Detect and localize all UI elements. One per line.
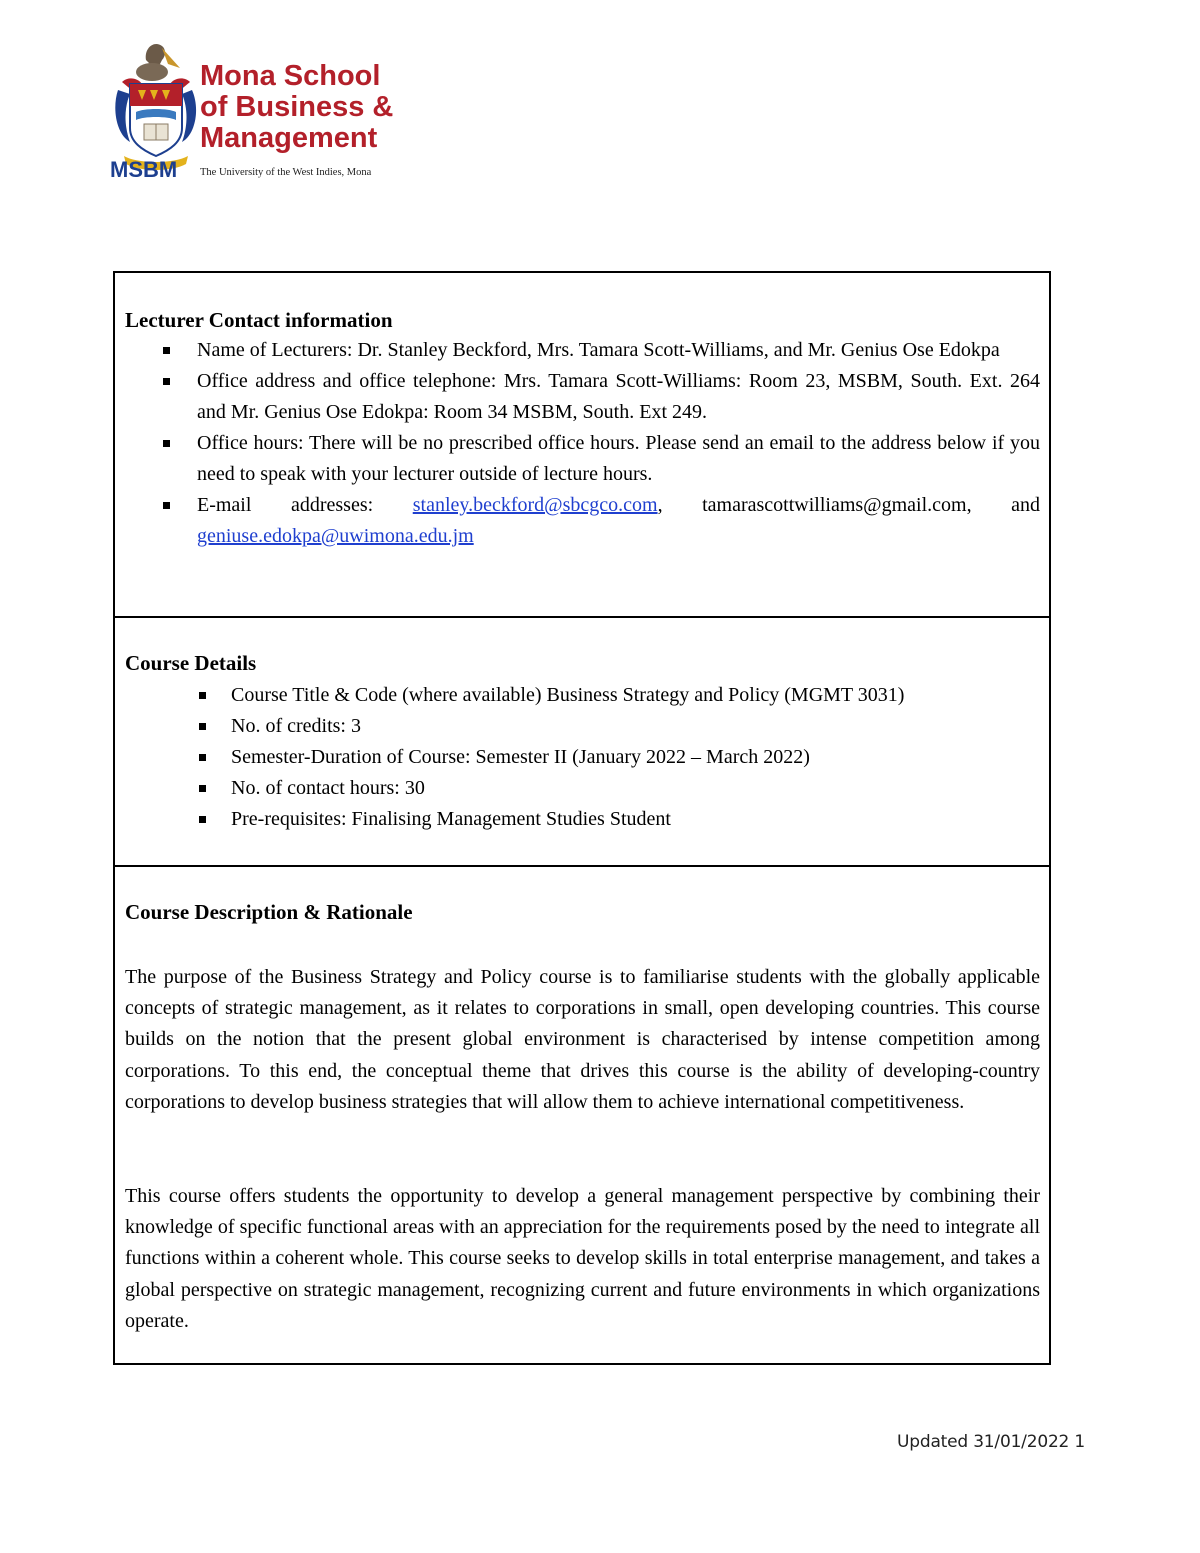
university-crest-icon <box>115 44 196 170</box>
bullet-icon <box>199 723 206 730</box>
list-item: Semester-Duration of Course: Semester II (January 2022 – March 2022) <box>231 742 1040 773</box>
logo-line-2: of Business & <box>200 91 394 123</box>
list-item: E-mail addresses: stanley.beckford@sbcgco.com, tamarascottwilliams@gmail.com, and geniuse.edokpa@uwimona.edu.jm <box>197 490 1040 552</box>
list-item: Office address and office telephone: Mrs. Tamara Scott-Williams: Room 23, MSBM, South. Ext. 264 and Mr. Genius Ose Edokpa: Room 34 MSBM, South. Ext 249. <box>197 366 1040 428</box>
lecturer-contact-list <box>197 335 1040 552</box>
bullet-icon <box>163 502 170 509</box>
logo-line-3: Management <box>200 122 378 154</box>
syllabus-table <box>113 271 1051 1365</box>
list-item: Name of Lecturers: Dr. Stanley Beckford, Mrs. Tamara Scott-Williams, and Mr. Genius Ose Edokpa <box>197 335 1040 366</box>
logo-abbrev: MSBM <box>110 157 178 182</box>
msbm-logo <box>108 38 394 182</box>
page-footer: Updated 31/01/2022 1 <box>897 1432 1085 1452</box>
course-description-heading: Course Description & Rationale <box>125 900 413 924</box>
list-item: Pre-requisites: Finalising Management Studies Student <box>231 804 1040 835</box>
bullet-icon <box>199 816 206 823</box>
bullet-icon <box>163 440 170 447</box>
bullet-icon <box>199 692 206 699</box>
bullet-icon <box>163 347 170 354</box>
email-link-edokpa[interactable]: geniuse.edokpa@uwimona.edu.jm <box>197 525 474 547</box>
list-item: No. of credits: 3 <box>231 711 1040 742</box>
list-item: No. of contact hours: 30 <box>231 773 1040 804</box>
bullet-icon <box>199 754 206 761</box>
course-details-heading: Course Details <box>125 651 257 675</box>
course-details-list <box>231 680 1040 835</box>
list-item: Course Title & Code (where available) Business Strategy and Policy (MGMT 3031) <box>231 680 1040 711</box>
email-link-beckford[interactable]: stanley.beckford@sbcgco.com <box>412 494 658 516</box>
bullet-icon <box>199 785 206 792</box>
bullet-icon <box>163 378 170 385</box>
lecturer-contact-heading: Lecturer Contact information <box>125 308 393 332</box>
description-paragraph-2: This course offers students the opportunity to develop a general management perspective by combining their knowledge of specific functional areas with an appreciation for the requirements posed by the need to integrate all functions within a coherent whole. This course seeks to develop skills in total enterprise management, and takes a global perspective on strategic management, recognizing current and future environments in which organizations operate. <box>125 1185 1040 1332</box>
course-details-section <box>115 618 1049 867</box>
logo-university: The University of the West Indies, Mona <box>200 167 372 178</box>
list-item: Office hours: There will be no prescribed office hours. Please send an email to the address below if you need to speak with your lecturer outside of lecture hours. <box>197 428 1040 490</box>
description-paragraph-1: The purpose of the Business Strategy and Policy course is to familiarise students with the globally applicable concepts of strategic management, as it relates to corporations in small, open developing countries. This course builds on the notion that the present global environment is characterised by intense competition among corporations. To this end, the conceptual theme that drives this course is the ability of developing-country corporations to develop business strategies that will allow them to achieve international competitiveness. <box>125 966 1040 1113</box>
course-description-section <box>115 867 1049 1363</box>
logo-line-1: Mona School <box>200 60 381 92</box>
lecturer-contact-section <box>115 273 1049 618</box>
